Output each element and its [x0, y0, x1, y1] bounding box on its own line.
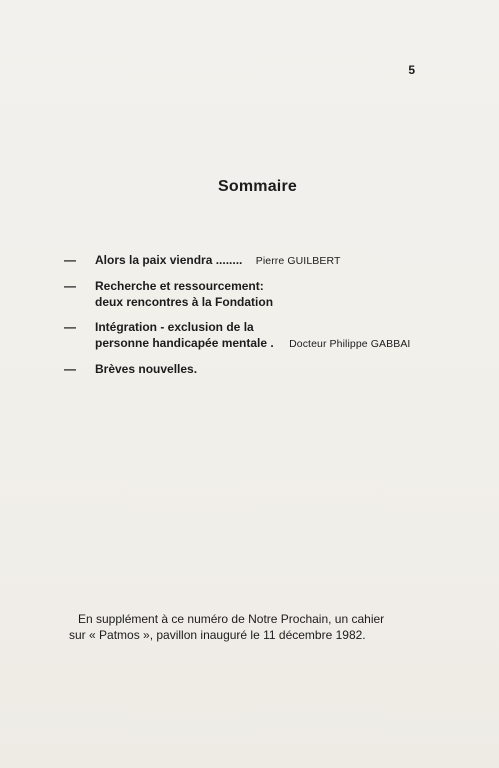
table-of-contents [64, 252, 411, 386]
toc-entry [64, 319, 411, 352]
page-title: Sommaire [218, 178, 297, 195]
toc-dash: — [64, 279, 76, 293]
page-number: 5 [408, 63, 415, 77]
toc-dash: — [64, 320, 76, 334]
toc-entry [64, 278, 384, 310]
toc-entry-title: Intégration - exclusion de la [95, 320, 254, 334]
toc-entry-title: Recherche et ressourcement: [95, 279, 264, 293]
toc-entry-title-continued: deux rencontres à la Fondation [95, 295, 274, 309]
toc-entry [64, 361, 384, 377]
toc-entry-author: Pierre GUILBERT [255, 255, 341, 267]
toc-entry-title-continued: personne handicapée mentale . [95, 336, 274, 350]
supplement-line: En supplément à ce numéro de Notre Prochain, un cahier [78, 612, 385, 626]
supplement-note [69, 611, 399, 643]
toc-entry-author: Docteur Philippe GABBAI [289, 338, 411, 350]
toc-entry [64, 252, 384, 269]
supplement-line: sur « Patmos », pavillon inauguré le 11 décembre 1982. [69, 628, 366, 642]
toc-entry-title: Brèves nouvelles. [95, 362, 198, 376]
toc-dash: — [64, 253, 76, 267]
toc-dash: — [64, 362, 76, 376]
toc-entry-title: Alors la paix viendra ........ [95, 253, 243, 267]
